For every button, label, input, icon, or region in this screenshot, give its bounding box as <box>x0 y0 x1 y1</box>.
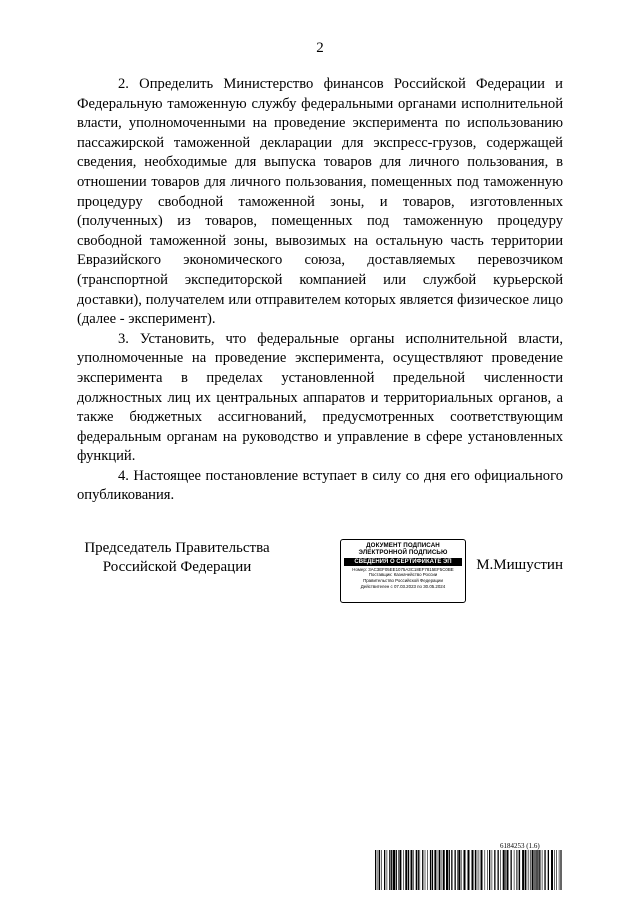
barcode-bar <box>439 850 440 890</box>
signatory-name: М.Мишустин <box>476 557 563 573</box>
barcode-bar <box>479 850 480 890</box>
barcode-bar <box>420 850 421 890</box>
barcode-bar <box>503 850 505 890</box>
document-body <box>77 75 563 506</box>
barcode-bar <box>489 850 490 890</box>
electronic-signature-stamp <box>340 539 466 603</box>
paragraph-4: 4. Настоящее постановление вступает в силу со дня его официального опубликования. <box>77 467 563 504</box>
barcode-bar <box>498 850 499 890</box>
barcode-bar <box>381 850 382 890</box>
barcode-bar <box>507 850 509 890</box>
page-number: 2 <box>316 40 324 56</box>
barcode-image <box>375 850 563 890</box>
signatory-position-line1: Председатель Правительства <box>84 540 270 556</box>
barcode-bar <box>519 850 520 890</box>
barcode-bar <box>561 850 562 890</box>
stamp-serial: Номер: 3AC3EF05EE1075A3C18EF7815EF5C0BE <box>352 566 454 572</box>
barcode-bar <box>530 850 531 890</box>
barcode-bar <box>441 850 442 890</box>
barcode-bar <box>418 850 419 890</box>
stamp-title-line2: ЭЛЕКТРОННОЙ ПОДПИСЬЮ <box>358 549 448 557</box>
stamp-issuer: Поставщик: Казначейство России <box>368 572 438 578</box>
barcode-bar <box>516 850 517 890</box>
barcode-bar <box>472 850 474 890</box>
barcode-bar <box>529 850 530 890</box>
barcode-bar <box>443 850 445 890</box>
paragraph-2: 2. Определить Министерство финансов Российской Федерации и Федеральную таможенную службу федеральными органами исполнительной власти, уполномоченными на проведение эксперимента по использованию пассажирской таможенной декларации для экспресс-грузов, содержащей сведения, необходимые для выпуска товаров для личного пользования, в отношении товаров для личного пользования, помещенных под таможенную процедуру свободной таможенной зоны, и товаров, изготовленных (полученных) из товаров, помещенных под таможенную процедуру свободной таможенной зоны, вывозимых на остальную часть территории Евразийского экономического союза, доставляемых перевозчиком (транспортной экспедиторской компанией или службой курьерской доставки), получателем или отправителем которых является физическое лицо (далее - эксперимент). <box>77 76 563 328</box>
barcode-bar <box>399 850 401 890</box>
barcode-bar <box>487 850 488 890</box>
barcode-bar <box>438 850 439 890</box>
barcode-bar <box>537 850 538 890</box>
barcode-bar <box>544 850 545 890</box>
barcode-bar <box>494 850 495 890</box>
barcode-bar <box>505 850 506 890</box>
barcode-bar <box>384 850 385 890</box>
barcode-bar <box>525 850 526 890</box>
barcode-bar <box>379 850 380 890</box>
barcode-bar <box>411 850 413 890</box>
barcode-bar <box>500 850 501 890</box>
barcode-bar <box>481 850 483 890</box>
barcode-bar <box>389 850 390 890</box>
barcode-bar <box>396 850 397 890</box>
barcode-bar <box>527 850 528 890</box>
barcode-bar <box>449 850 450 890</box>
barcode-bar <box>560 850 561 890</box>
barcode-bar <box>554 850 555 890</box>
stamp-title-line1: ДОКУМЕНТ ПОДПИСАН <box>366 542 440 549</box>
stamp-validity: Действителен с 07.03.2023 по 30.05.2024 <box>360 583 446 589</box>
barcode-bar <box>477 850 478 890</box>
barcode-bar <box>556 850 557 890</box>
barcode-bar <box>455 850 456 890</box>
barcode-bar <box>532 850 534 890</box>
barcode-bar <box>393 850 395 890</box>
barcode-bar <box>416 850 417 890</box>
barcode-bar <box>432 850 433 890</box>
barcode-bar <box>430 850 431 890</box>
barcode-bar <box>518 850 519 890</box>
barcode-bar <box>492 850 493 890</box>
barcode-bar <box>511 850 512 890</box>
signatory-position-line2: Российской Федерации <box>102 559 252 575</box>
stamp-certificate-band: СВЕДЕНИЯ О СЕРТИФИКАТЕ ЭП <box>344 558 462 566</box>
barcode-bar <box>413 850 414 890</box>
barcode-bar <box>559 850 560 890</box>
barcode-bar <box>514 850 515 890</box>
barcode-bar <box>542 850 543 890</box>
barcode-bar <box>405 850 407 890</box>
barcode-bar <box>422 850 423 890</box>
barcode-bar <box>403 850 404 890</box>
signature-block <box>77 539 563 609</box>
barcode-bar <box>391 850 392 890</box>
barcode-bar <box>458 850 460 890</box>
barcode-bar <box>457 850 458 890</box>
barcode-bar <box>387 850 388 890</box>
signatory-position <box>77 539 277 577</box>
barcode-bar <box>522 850 524 890</box>
document-id: 6184253 (1.6) <box>500 842 540 850</box>
barcode-bar <box>464 850 466 890</box>
barcode-bar <box>427 850 428 890</box>
barcode-bar <box>461 850 462 890</box>
paragraph-3: 3. Установить, что федеральные органы исполнительной власти, уполномоченные на проведение эксперимента, осуществляют проведение эксперимента в пределах установленной предельной численности должностных лиц их центральных аппаратов и территориальных органов, а также бюджетных ассигнований, предусмотренных соответствующим федеральным органам на руководство и управление в сфере установленных функций. <box>77 330 563 465</box>
barcode-bar <box>548 850 549 890</box>
barcode-bar <box>451 850 452 890</box>
barcode-bar <box>535 850 536 890</box>
barcode-bar <box>408 850 409 890</box>
barcode-bar <box>398 850 399 890</box>
barcode-bar <box>446 850 448 890</box>
barcode-bar <box>551 850 553 890</box>
barcode-bar <box>534 850 535 890</box>
barcode-bar <box>378 850 379 890</box>
barcode-bar <box>475 850 476 890</box>
barcode-bar <box>485 850 486 890</box>
barcode-bar <box>434 850 436 890</box>
barcode-bar <box>425 850 426 890</box>
barcode-bar <box>375 850 376 890</box>
stamp-owner: Правительство Российской Федерации <box>363 578 443 583</box>
barcode-bar <box>539 850 540 890</box>
barcode-bar <box>468 850 470 890</box>
